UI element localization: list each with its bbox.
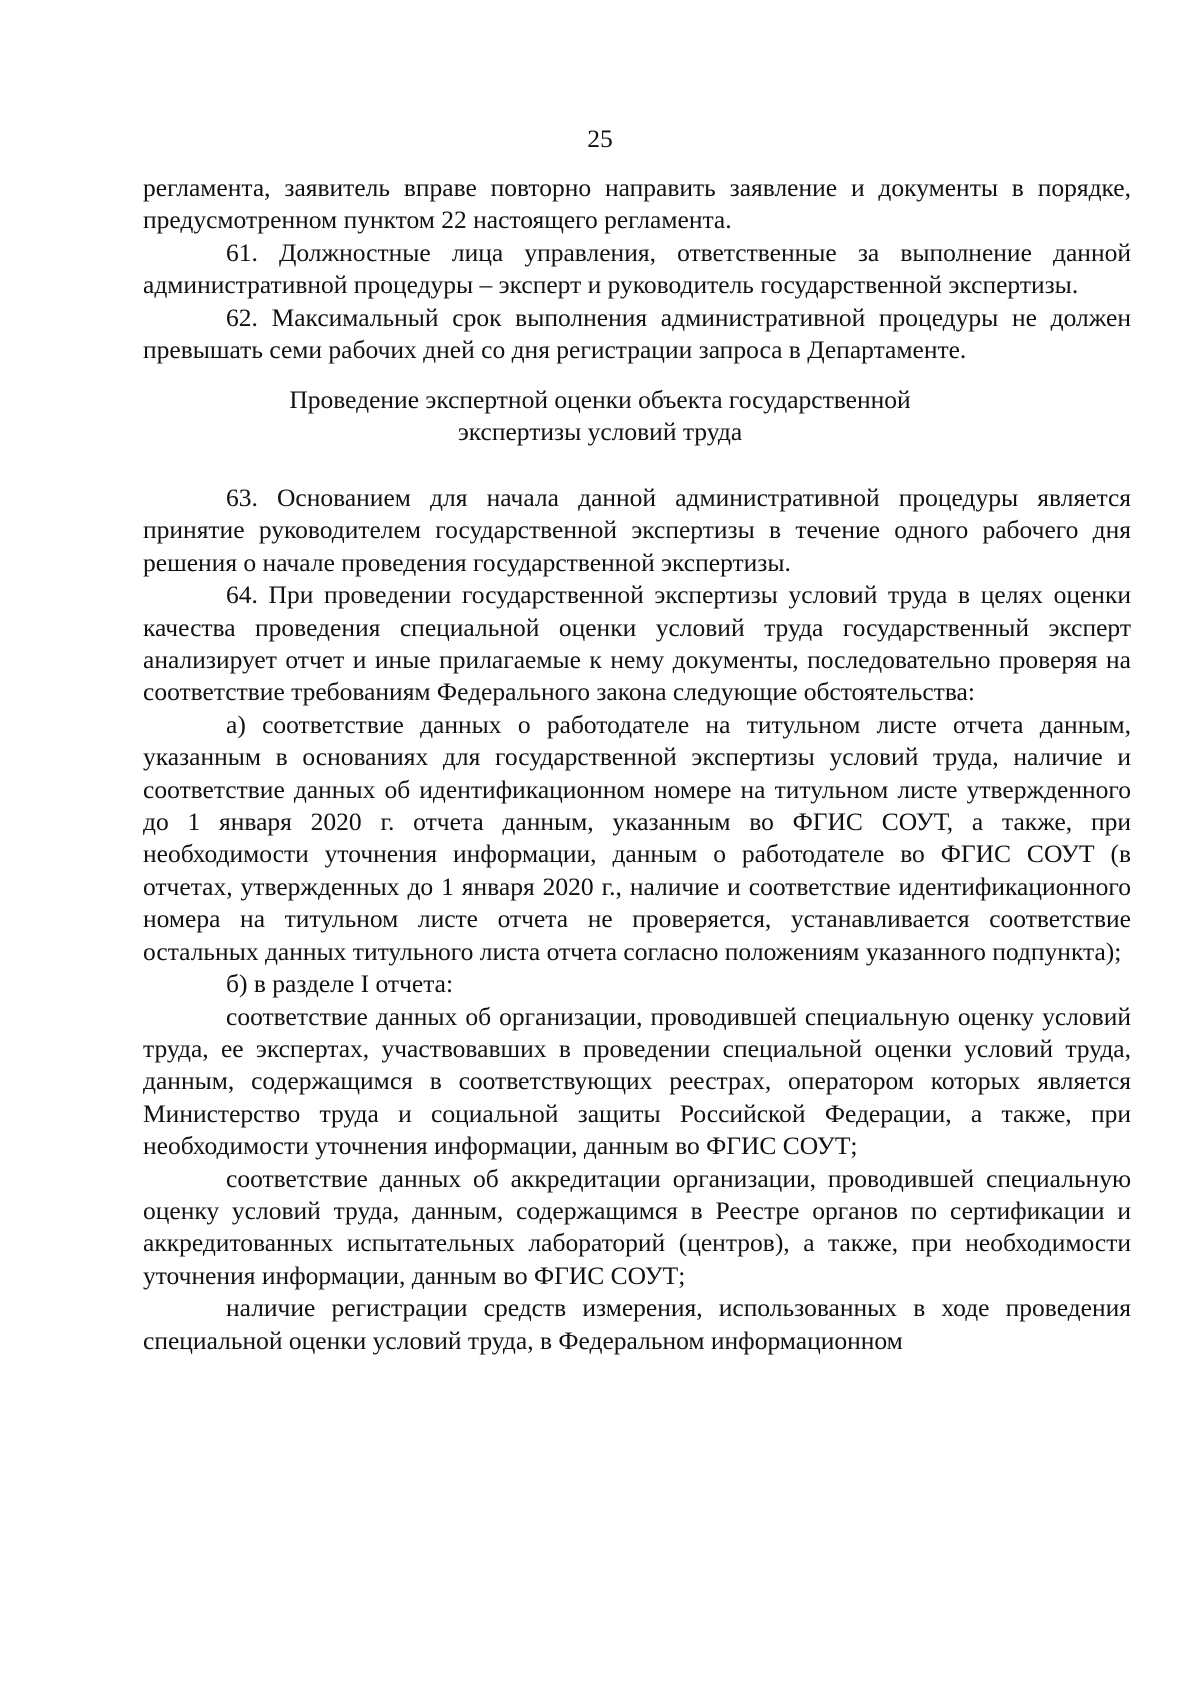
paragraph-61: 61. Должностные лица управления, ответственные за выполнение данной административной процедуры – эксперт и руководитель государственной экспертизы. <box>143 237 1131 300</box>
paragraph-62: 62. Максимальный срок выполнения административной процедуры не должен превышать семи рабочих дней со дня регистрации запроса в Департаменте. <box>143 302 1131 365</box>
section-body <box>143 482 1131 1357</box>
subparagraph-a: а) соответствие данных о работодателе на титульном листе отчета данным, указанным в основаниях для государственной экспертизы условий труда, наличие и соответствие данных об идентификационном номере на титульном листе утвержденного до 1 января 2020 г. отчета данным, указанным во ФГИС СОУТ, а также, при необходимости уточнения информации, данным о работодателе во ФГИС СОУТ (в отчетах, утвержденных до 1 января 2020 г., наличие и соответствие идентификационного номера на титульном листе отчета не проверяется, устанавливается соответствие остальных данных титульного листа отчета согласно положениям указанного подпункта); <box>143 709 1131 966</box>
section-intro <box>143 172 1131 366</box>
subparagraph-b: б) в разделе I отчета: <box>226 969 454 999</box>
paragraph-64: 64. При проведении государственной экспертизы условий труда в целях оценки качества проведения специальной оценки условий труда государственный эксперт анализирует отчет и иные прилагаемые к нему документы, последовательно проверяя на соответствие требованиям Федерального закона следующие обстоятельства: <box>143 580 1131 707</box>
page-number: 25 <box>587 124 613 153</box>
item-accreditation-data: соответствие данных об аккредитации организации, проводившей специальную оценку условий труда, данным, содержащимся в Реестре органов по сертификации и аккредитованных испытательных лабораторий (центров), а также, при необходимости уточнения информации, данным во ФГИС СОУТ; <box>143 1163 1131 1290</box>
paragraph-continuation: регламента, заявитель вправе повторно направить заявление и документы в порядке, предусмотренном пунктом 22 настоящего регламента. <box>143 173 1131 235</box>
section-heading-line-2: экспертизы условий труда <box>457 417 743 446</box>
paragraph-63: 63. Основанием для начала данной административной процедуры является принятие руководителем государственной экспертизы в течение одного рабочего дня решения о начале проведения государственной экспертизы. <box>143 483 1131 577</box>
item-measurement-registration: наличие регистрации средств измерения, использованных в ходе проведения специальной оценки условий труда, в Федеральном информационном <box>143 1293 1131 1355</box>
item-organization-data: соответствие данных об организации, проводившей специальную оценку условий труда, ее экспертах, участвовавших в проведении специальной оценки условий труда, данным, содержащимся в соответствующих реестрах, оператором которых является Министерство труда и социальной защиты Российской Федерации, а также, при необходимости уточнения информации, данным во ФГИС СОУТ; <box>143 1001 1131 1161</box>
section-heading-line-1: Проведение экспертной оценки объекта государственной <box>289 385 911 414</box>
